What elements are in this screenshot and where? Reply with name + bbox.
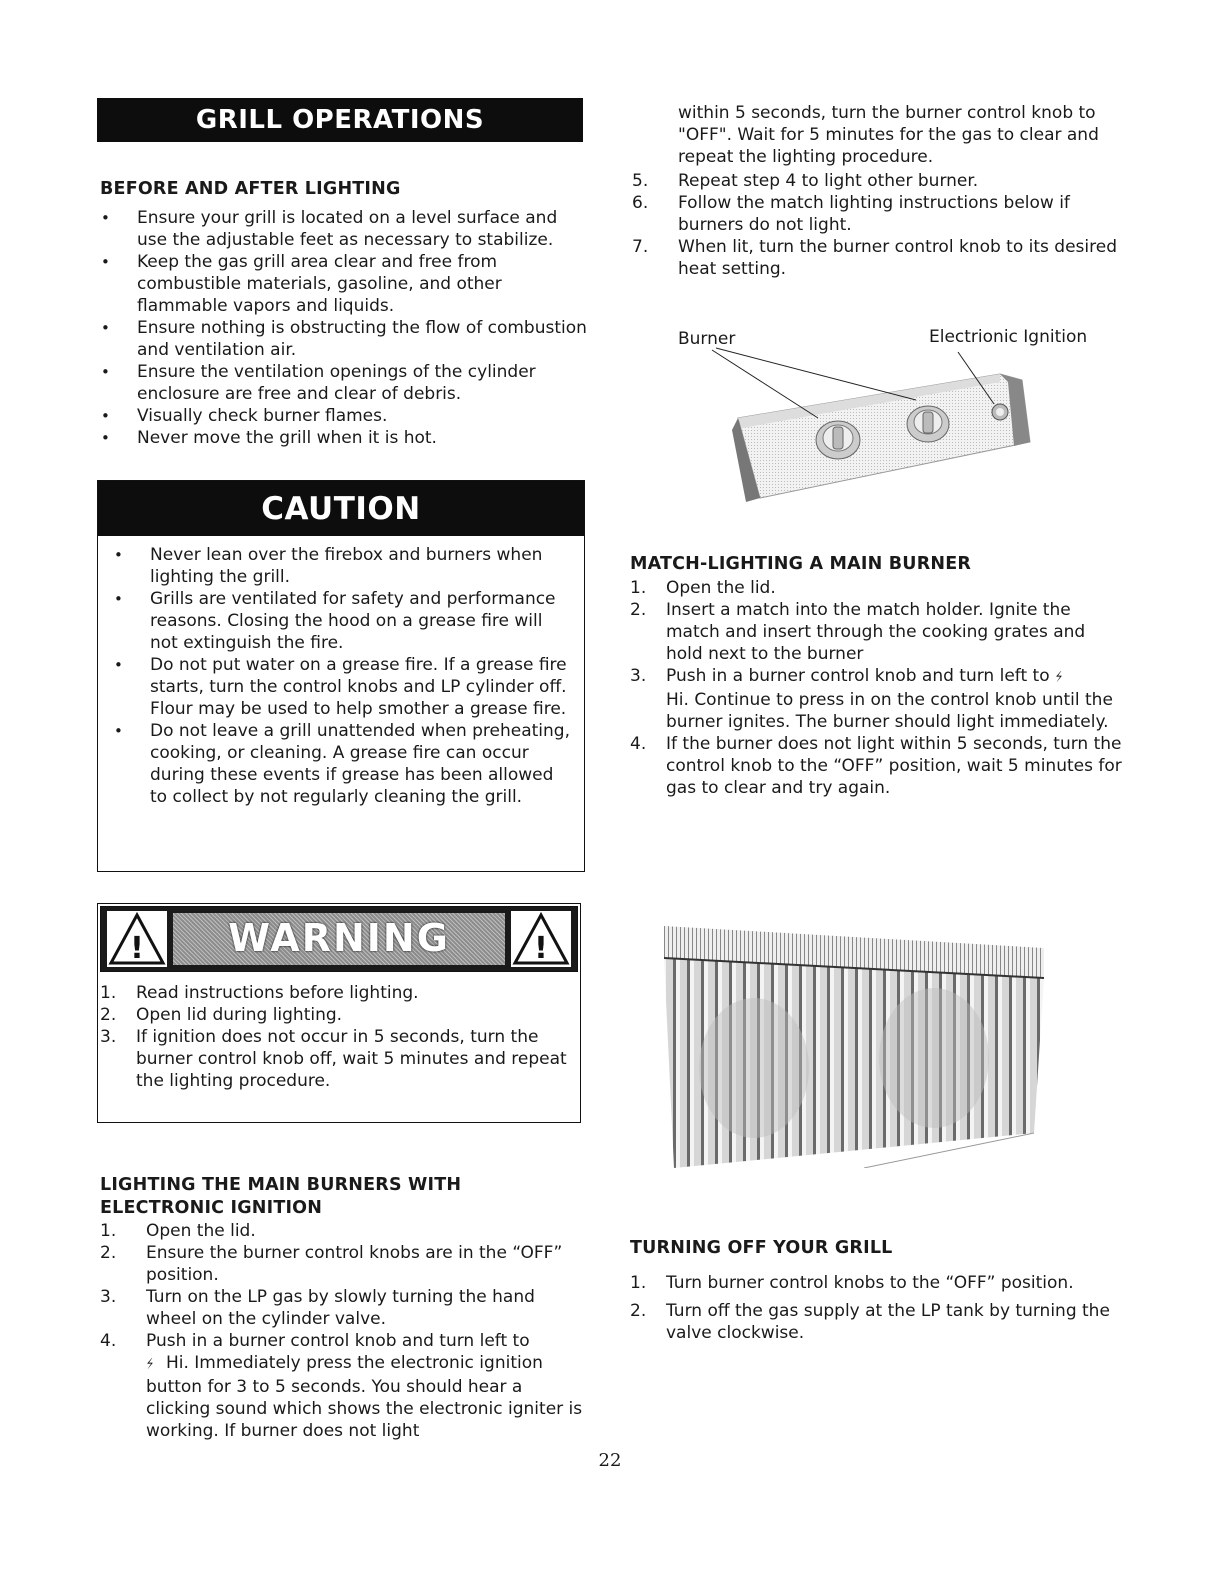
knob-icon — [907, 406, 949, 442]
grill-operations-title: GRILL OPERATIONS — [195, 105, 485, 135]
list-item: 2. Turn off the gas supply at the LP tank by turning the valve clockwise. — [630, 1301, 1110, 1343]
list-item: 1. Read instructions before lighting. — [100, 983, 419, 1003]
svg-text:!: ! — [534, 931, 548, 966]
grill-operations-banner — [97, 98, 583, 142]
lightning-icon: ⚡︎ — [1053, 669, 1066, 686]
electronic-continued — [632, 102, 1122, 280]
list-item: • Grills are ventilated for safety and performance reasons. Closing the hood on a grease fire will not extinguish the fire. — [113, 588, 574, 654]
turning-off-list — [630, 1272, 1122, 1344]
electronic-list — [100, 1220, 590, 1442]
list-item: 1. Turn burner control knobs to the “OFF” position. — [630, 1273, 1074, 1293]
before-after-list — [100, 207, 590, 449]
list-item: 7. When lit, turn the burner control knob to its desired heat setting. — [632, 237, 1117, 279]
list-item: • Visually check burner flames. — [100, 405, 590, 427]
electronic-list-continued — [632, 170, 1122, 280]
control-panel-illustration — [670, 322, 1120, 512]
turning-off-heading: TURNING OFF YOUR GRILL — [630, 1238, 893, 1258]
match-list — [630, 577, 1122, 799]
page-number: 22 — [598, 1450, 622, 1471]
list-item: • Ensure nothing is obstructing the flow of combustion and ventilation air. — [100, 317, 590, 361]
list-item: 1. Open the lid. — [630, 578, 776, 598]
burner-label: Burner — [678, 329, 736, 349]
list-item: 1. Open the lid. — [100, 1221, 256, 1241]
caution-banner — [98, 481, 584, 536]
ignition-label: Electrionic Ignition — [929, 327, 1088, 347]
warning-title: WARNING — [228, 916, 450, 960]
match-heading: MATCH-LIGHTING A MAIN BURNER — [630, 554, 972, 574]
electronic-heading: LIGHTING THE MAIN BURNERS WITH ELECTRONIC IGNITION — [100, 1175, 462, 1218]
warning-box — [97, 903, 581, 1123]
list-item: • Never lean over the firebox and burners when lighting the grill. — [113, 544, 574, 588]
caution-title: CAUTION — [261, 491, 421, 527]
list-item: 2. Insert a match into the match holder. Ignite the match and insert through the cooking grates and hold next to the burner — [630, 600, 1086, 664]
list-item: • Never move the grill when it is hot. — [100, 427, 590, 449]
list-item: • Keep the gas grill area clear and free from combustible materials, gasoline, and other flammable vapors and liquids. — [100, 251, 590, 317]
continued-text: within 5 seconds, turn the burner control knob to "OFF". Wait for 5 minutes for the gas to clear and repeat the lighting procedure. — [678, 103, 1099, 167]
warning-banner — [100, 906, 578, 972]
grill-grate-illustration — [664, 918, 1049, 1168]
list-item: 2. Open lid during lighting. — [100, 1005, 343, 1025]
warning-list — [100, 982, 572, 1092]
control-panel-diagram — [670, 322, 1120, 512]
list-item: 3. If ignition does not occur in 5 seconds, turn the burner control knob off, wait 5 minutes and repeat the lighting procedure. — [100, 1027, 567, 1091]
caution-list — [113, 544, 574, 808]
list-item: 3. Turn on the LP gas by slowly turning the hand wheel on the cylinder valve. — [100, 1287, 535, 1329]
list-item: 6. Follow the match lighting instructions below if burners do not light. — [632, 193, 1070, 235]
list-item: • Do not put water on a grease fire. If a grease fire starts, turn the control knobs and LP cylinder off. Flour may be used to help smother a grease fire. — [113, 654, 574, 720]
list-item: • Do not leave a grill unattended when preheating, cooking, or cleaning. A grease fire can occur during these events if grease has been allowed to collect by not regularly cleaning the grill. — [113, 720, 574, 808]
list-item: 3. Push in a burner control knob and turn left to ⚡︎ Hi. Continue to press in on the control knob until the burner ignites. The burner should light immediately. — [630, 666, 1113, 732]
list-item: 2. Ensure the burner control knobs are in the “OFF” position. — [100, 1243, 563, 1285]
svg-text:!: ! — [130, 931, 144, 966]
list-item: 4. Push in a burner control knob and turn left to ⚡︎ Hi. Immediately press the electronic ignition button for 3 to 5 seconds. You should hear a clicking sound which shows the electronic igniter is working. If burner does not light — [100, 1331, 583, 1441]
before-after-section — [100, 178, 590, 449]
list-item: • Ensure the ventilation openings of the cylinder enclosure are free and clear of debris. — [100, 361, 590, 405]
before-after-heading: BEFORE AND AFTER LIGHTING — [100, 179, 401, 199]
list-item: 4. If the burner does not light within 5 seconds, turn the control knob to the “OFF” position, wait 5 minutes for gas to clear and try again. — [630, 734, 1122, 798]
electronic-ignition-section — [100, 1174, 590, 1442]
igniter-button-icon — [992, 404, 1008, 420]
list-item: • Ensure your grill is located on a level surface and use the adjustable feet as necessary to stabilize. — [100, 207, 590, 251]
list-item: 5. Repeat step 4 to light other burner. — [632, 171, 979, 191]
knob-icon — [816, 421, 860, 459]
turning-off-section — [630, 1237, 1122, 1344]
caution-box — [97, 480, 585, 872]
lightning-icon: ⚡︎ — [144, 1356, 157, 1373]
match-lighting-section — [630, 553, 1122, 799]
